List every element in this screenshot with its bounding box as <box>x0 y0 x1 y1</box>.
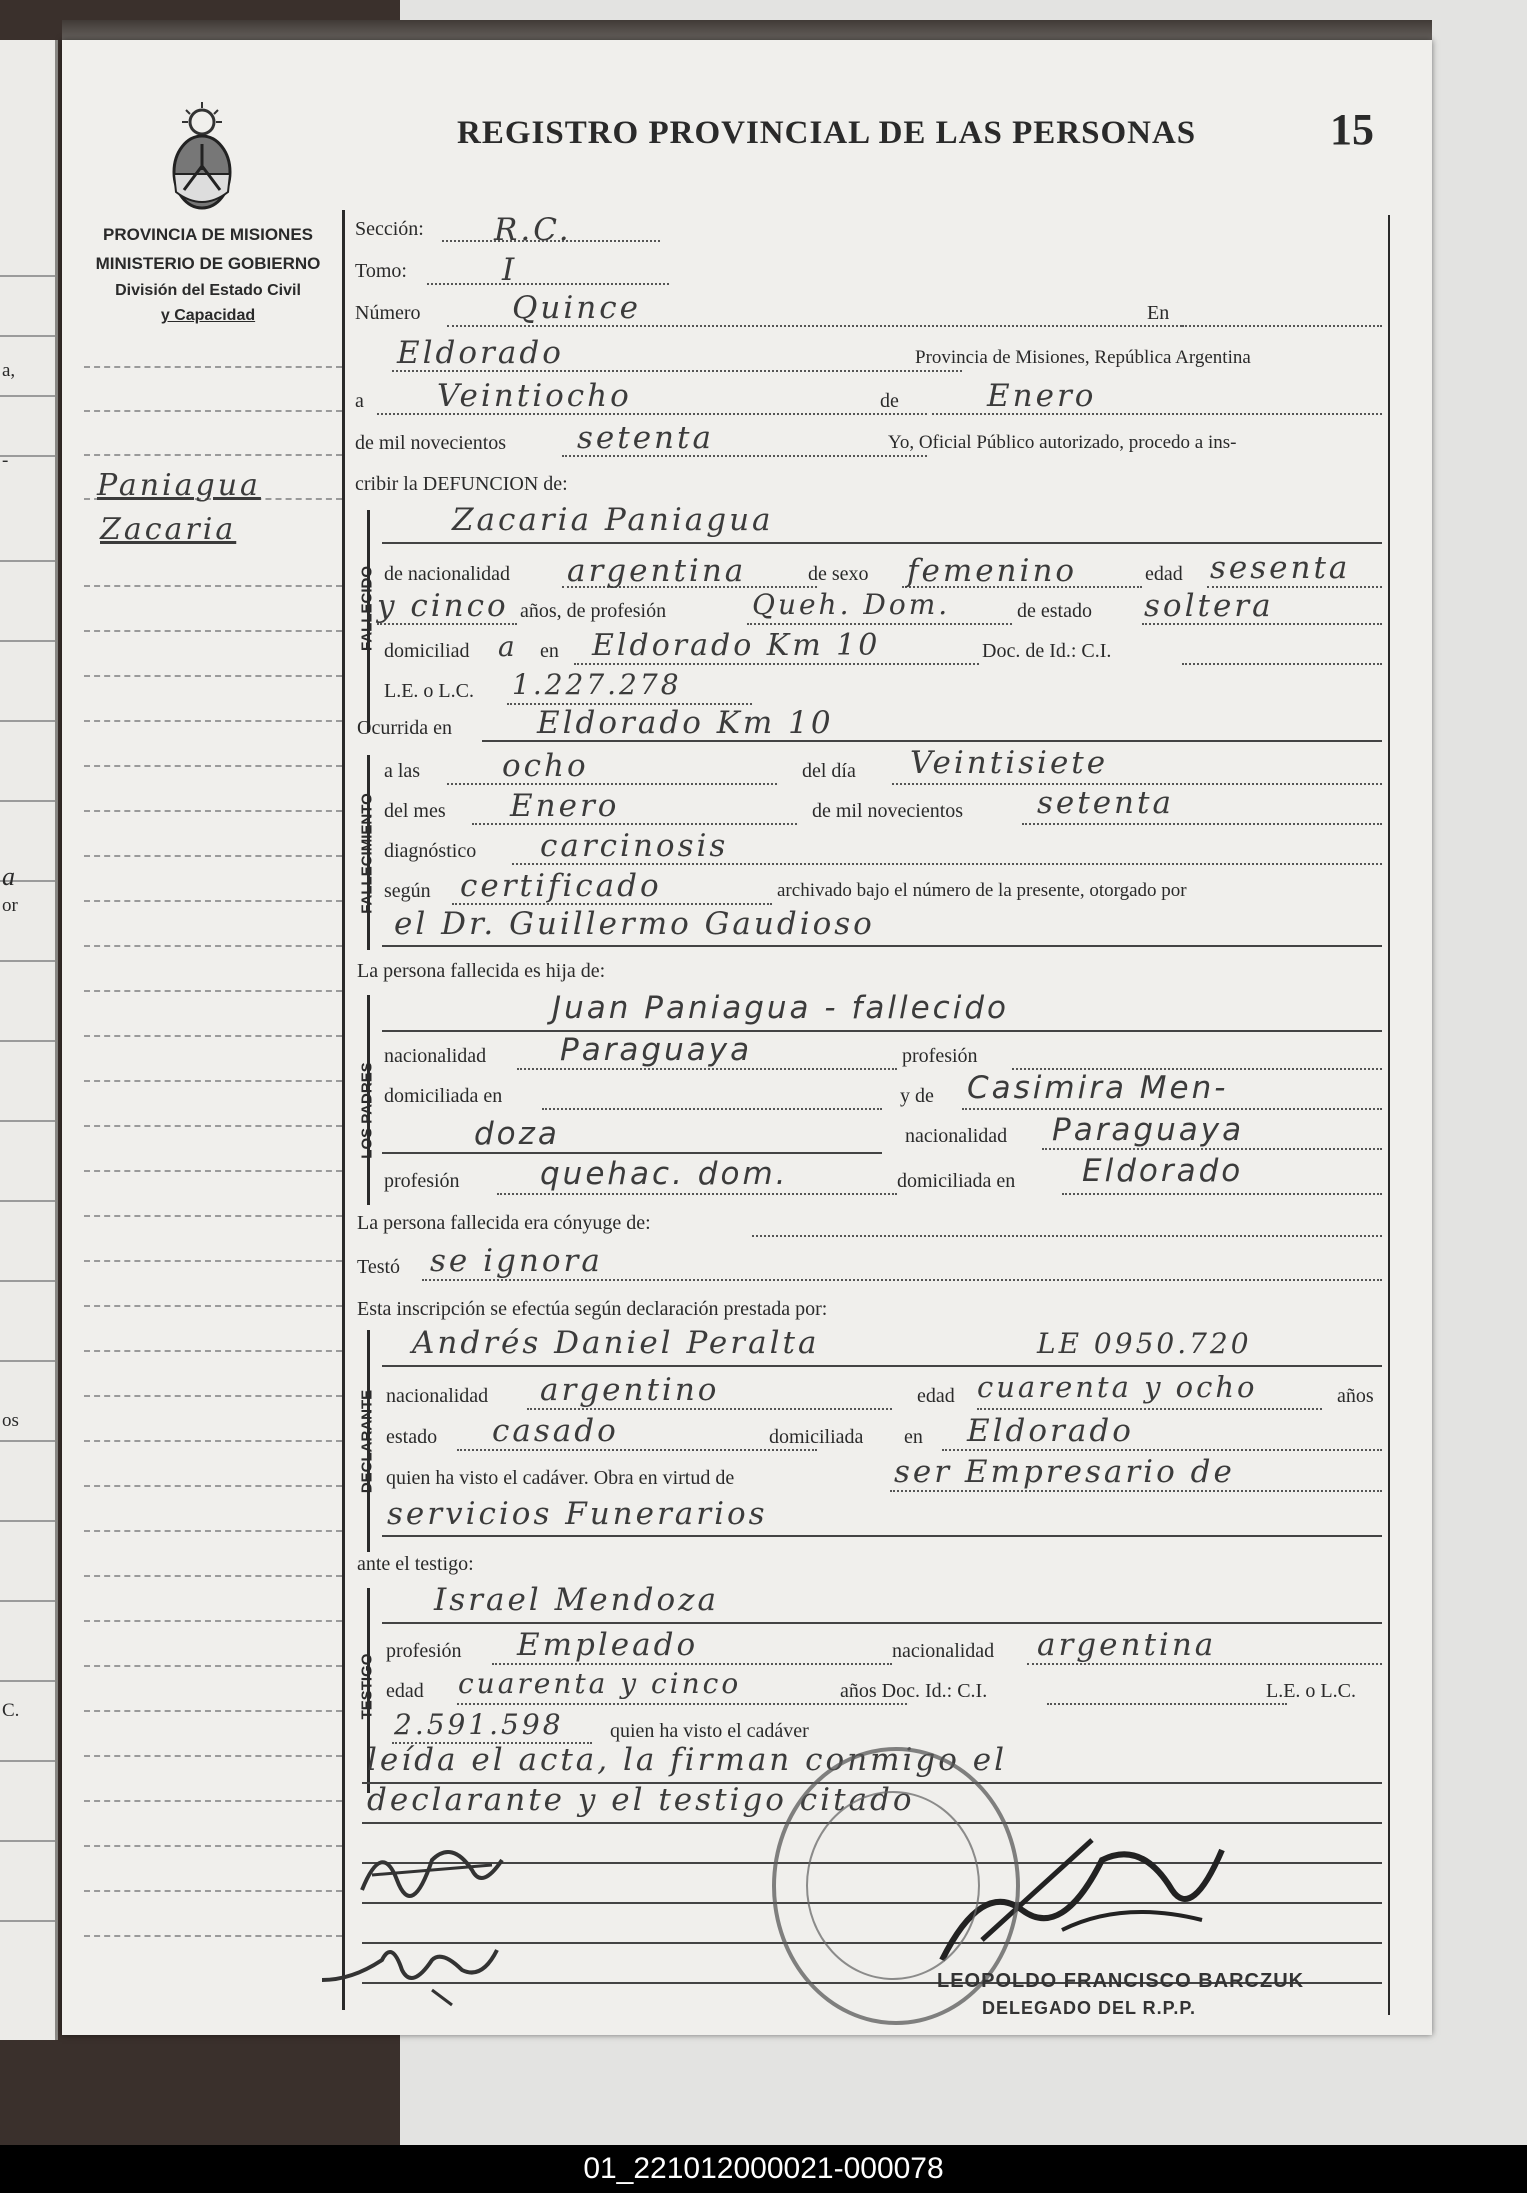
en-line <box>1182 325 1382 327</box>
page-number: 15 <box>1330 105 1374 154</box>
cierre-value-1: leída el acta, la firman conmigo el <box>367 1742 1008 1778</box>
madre-value-1: Casimira Men- <box>967 1070 1229 1106</box>
de-mil-label: de mil novecientos <box>355 432 507 454</box>
province-name: PROVINCIA DE MISIONES <box>102 225 313 244</box>
declarante-domiciliada-label: domiciliada <box>769 1426 864 1448</box>
diagnostico-label: diagnóstico <box>384 840 477 862</box>
declarante-estado-line <box>457 1449 817 1451</box>
prev-page-fragment: os <box>2 1410 19 1431</box>
padre-domicilio-line <box>542 1108 882 1110</box>
testigo-doc-line <box>1047 1703 1287 1705</box>
coat-of-arms-icon <box>162 100 242 220</box>
testigo-side-label: TESTIGO <box>358 1653 376 1720</box>
testigo-value: Israel Mendoza <box>434 1582 719 1618</box>
anio-fallec-line <box>1022 823 1382 825</box>
en-label: En <box>1147 302 1170 324</box>
declarante-estado-label: estado <box>386 1426 438 1448</box>
margin-surname: Paniagua <box>97 468 261 503</box>
tomo-line <box>427 283 669 285</box>
domicilio-value: Eldorado Km 10 <box>592 628 881 663</box>
testigo-edad-value: cuarenta y cinco <box>458 1667 742 1700</box>
anio-fallec-value: setenta <box>1037 785 1174 821</box>
declarante-nacionalidad-value: argentino <box>540 1372 720 1408</box>
declarante-line <box>382 1365 1382 1367</box>
sexo-label: de sexo <box>808 563 869 585</box>
hija-de-label: La persona fallecida es hija de: <box>357 960 606 982</box>
padre-domicilio-label: domiciliada en <box>384 1085 503 1107</box>
page-title: REGISTRO PROVINCIAL DE LAS PERSONAS <box>457 115 1197 151</box>
declarante-edad-line <box>977 1408 1322 1410</box>
sexo-value: femenino <box>907 553 1078 589</box>
fallecimiento-side-label: FALLECIMIENTO <box>358 793 376 914</box>
de-label: de <box>880 390 899 412</box>
mes-fallec-value: Enero <box>510 788 620 824</box>
obra-value-1: ser Empresario de <box>894 1454 1235 1490</box>
padre-nacionalidad-line <box>517 1068 897 1070</box>
estado-value: soltera <box>1144 588 1274 624</box>
column-divider <box>342 210 345 2010</box>
edad-line-2 <box>377 623 517 625</box>
testo-line <box>422 1279 1382 1281</box>
madre-nacionalidad-label: nacionalidad <box>905 1125 1008 1147</box>
testigo-nacionalidad-line <box>1027 1663 1382 1665</box>
edad-value-1: sesenta <box>1210 550 1351 586</box>
prev-page-fragment: C. <box>2 1700 20 1721</box>
file-id-bar <box>0 2145 1527 2193</box>
file-id: 01_221012000021-000078 <box>583 2152 944 2185</box>
padre-line <box>382 1030 1382 1032</box>
signature-testigo <box>312 1920 512 2010</box>
testigo-num-value: 2.591.598 <box>394 1708 564 1741</box>
previous-page-edge <box>0 40 58 2040</box>
numero-value: Quince <box>512 290 641 326</box>
ministry-name: MINISTERIO DE GOBIERNO <box>95 254 321 273</box>
testigo-edad-line <box>457 1703 907 1705</box>
madre-nacionalidad-line <box>1042 1148 1382 1150</box>
quien-ha-visto-label: quien ha visto el cadáver. Obra en virtud de <box>386 1467 735 1489</box>
cierre-value-2: declarante y el testigo citado <box>367 1782 915 1818</box>
prev-page-fragment: - <box>2 450 9 471</box>
testigo-profesion-value: Empleado <box>517 1627 699 1663</box>
conyuge-line <box>752 1235 1382 1237</box>
le-lc-label: L.E. o L.C. <box>384 680 474 702</box>
obra-value-2: servicios Funerarios <box>387 1496 768 1532</box>
a-las-label: a las <box>384 760 421 782</box>
testigo-line <box>382 1622 1382 1624</box>
anos-profesion-label: años, de profesión <box>520 600 667 622</box>
doc-id-label: Doc. de Id.: C.I. <box>982 640 1112 662</box>
le-lc-value: 1.227.278 <box>512 668 682 701</box>
prev-page-fragment: or <box>2 895 18 916</box>
division-name: División del Estado Civil <box>115 282 301 299</box>
madre-profesion-label: profesión <box>384 1170 460 1192</box>
domicilio-en-label: en <box>540 640 559 662</box>
y-de-label: y de <box>900 1085 934 1107</box>
doc-id-line <box>1182 663 1382 665</box>
officer-role: DELEGADO DEL R.P.P. <box>982 1998 1197 2018</box>
declarante-domicilio-line <box>942 1449 1382 1451</box>
testo-value: se ignora <box>430 1243 603 1279</box>
nacionalidad-value: argentina <box>567 553 747 589</box>
testigo-edad-label: edad <box>386 1680 424 1702</box>
conyuge-label: La persona fallecida era cónyuge de: <box>357 1212 651 1234</box>
right-border <box>1388 215 1390 2015</box>
medico-value: el Dr. Guillermo Gaudioso <box>394 906 875 942</box>
testigo-profesion-label: profesión <box>386 1640 462 1662</box>
declarante-edad-value: cuarenta y ocho <box>977 1370 1258 1404</box>
nombre-value: Zacaria Paniagua <box>452 502 774 538</box>
nacionalidad-label: de nacionalidad <box>384 563 511 585</box>
dia-fallec-value: Veintisiete <box>910 745 1109 781</box>
del-mes-label: del mes <box>384 800 446 822</box>
testigo-nacionalidad-label: nacionalidad <box>892 1640 995 1662</box>
edad-value-2: y cinco <box>377 588 509 624</box>
declarante-nacionalidad-line <box>527 1408 892 1410</box>
declarante-estado-value: casado <box>492 1413 619 1449</box>
tomo-label: Tomo: <box>355 260 407 282</box>
profesion-line <box>747 623 1012 625</box>
a-label: a <box>355 390 364 412</box>
madre-line <box>962 1108 1382 1110</box>
obra-line <box>890 1490 1382 1492</box>
de-mil-2-label: de mil novecientos <box>812 800 964 822</box>
testigo-profesion-line <box>492 1663 892 1665</box>
declarante-domicilio-value: Eldorado <box>967 1413 1134 1449</box>
madre-domicilio-label: domiciliada en <box>897 1170 1016 1192</box>
profesion-value: Queh. Dom. <box>752 588 951 621</box>
obra-line-2 <box>382 1535 1382 1537</box>
padres-side-label: LOS PADRES <box>358 1062 376 1159</box>
segun-value: certificado <box>460 868 662 904</box>
testigo-doc-label: años Doc. Id.: C.I. <box>840 1680 988 1702</box>
page-top-shadow <box>62 20 1432 42</box>
testo-label: Testó <box>357 1256 401 1278</box>
declarante-anos-label: años <box>1337 1385 1374 1407</box>
declarante-side-label: DECLARANTE <box>358 1389 376 1494</box>
del-dia-label: del día <box>802 760 856 782</box>
declarante-edad-label: edad <box>917 1385 955 1407</box>
register-page <box>62 40 1432 2035</box>
division-subname: y Capacidad <box>160 307 256 324</box>
segun-label: según <box>384 880 431 902</box>
domicilio-line <box>574 663 979 665</box>
estado-label: de estado <box>1017 600 1092 622</box>
inscripcion-label: Esta inscripción se efectúa según declaración prestada por: <box>357 1298 828 1320</box>
officer-name: LEOPOLDO FRANCISCO BARCZUK <box>937 1970 1305 1992</box>
ocurrida-label: Ocurrida en <box>357 717 452 739</box>
yo-oficial-label: Yo, Oficial Público autorizado, procedo a ins- <box>888 432 1237 453</box>
anio-value: setenta <box>577 420 714 456</box>
padre-value: Juan Paniagua - fallecido <box>552 990 1009 1026</box>
medico-line <box>382 945 1382 947</box>
madre-domicilio-line <box>1062 1193 1382 1195</box>
declarante-en-label: en <box>904 1426 923 1448</box>
dia-value: Veintiocho <box>437 378 632 414</box>
diagnostico-value: carcinosis <box>540 828 729 864</box>
tomo-value: I <box>502 252 518 288</box>
margin-given-name: Zacaria <box>100 512 237 547</box>
madre-nacionalidad-value: Paraguaya <box>1052 1112 1245 1148</box>
madre-profesion-line <box>497 1193 897 1195</box>
fallecido-side-label: FALLECIDO <box>358 566 376 651</box>
madre-domicilio-value: Eldorado <box>1082 1153 1244 1189</box>
padre-profesion-label: profesión <box>902 1045 978 1067</box>
cribir-label: cribir la DEFUNCION de: <box>355 473 568 495</box>
seccion-value: R.C. <box>494 212 572 248</box>
testigo-nacionalidad-value: argentina <box>1037 1627 1217 1663</box>
prev-page-fragment: a, <box>2 360 16 381</box>
domiciliad-label: domiciliad <box>384 640 470 662</box>
declarante-doc-value: LE 0950.720 <box>1037 1327 1252 1360</box>
madre-value-2: doza <box>474 1116 560 1152</box>
declarante-nacionalidad-label: nacionalidad <box>386 1385 489 1407</box>
mes-value: Enero <box>987 378 1097 414</box>
madre-line-2 <box>382 1152 882 1154</box>
edad-label: edad <box>1145 563 1183 585</box>
seccion-label: Sección: <box>355 218 424 240</box>
provincia-label: Provincia de Misiones, República Argentina <box>915 347 1251 368</box>
nombre-line <box>382 542 1382 544</box>
prev-page-fragment: a <box>2 862 15 891</box>
ante-testigo-label: ante el testigo: <box>357 1553 474 1575</box>
archivado-label: archivado bajo el número de la presente, otorgado por <box>777 880 1187 901</box>
madre-profesion-value: quehac. dom. <box>540 1156 789 1192</box>
declarante-value: Andrés Daniel Peralta <box>412 1325 820 1361</box>
lugar-value: Eldorado <box>397 335 564 371</box>
hora-value: ocho <box>502 748 589 784</box>
padre-nacionalidad-value: Paraguaya <box>560 1032 753 1068</box>
ocurrida-value: Eldorado Km 10 <box>537 705 834 741</box>
padre-nacionalidad-label: nacionalidad <box>384 1045 487 1067</box>
signature-declarante <box>352 1820 512 1910</box>
testigo-quien-ha-visto-label: quien ha visto el cadáver <box>610 1720 809 1742</box>
testigo-le-lc-label: L.E. o L.C. <box>1266 1680 1356 1702</box>
issuing-authority <box>70 220 346 328</box>
domiciliad-suffix: a <box>498 630 518 663</box>
numero-label: Número <box>355 302 421 324</box>
hora-line <box>447 783 777 785</box>
